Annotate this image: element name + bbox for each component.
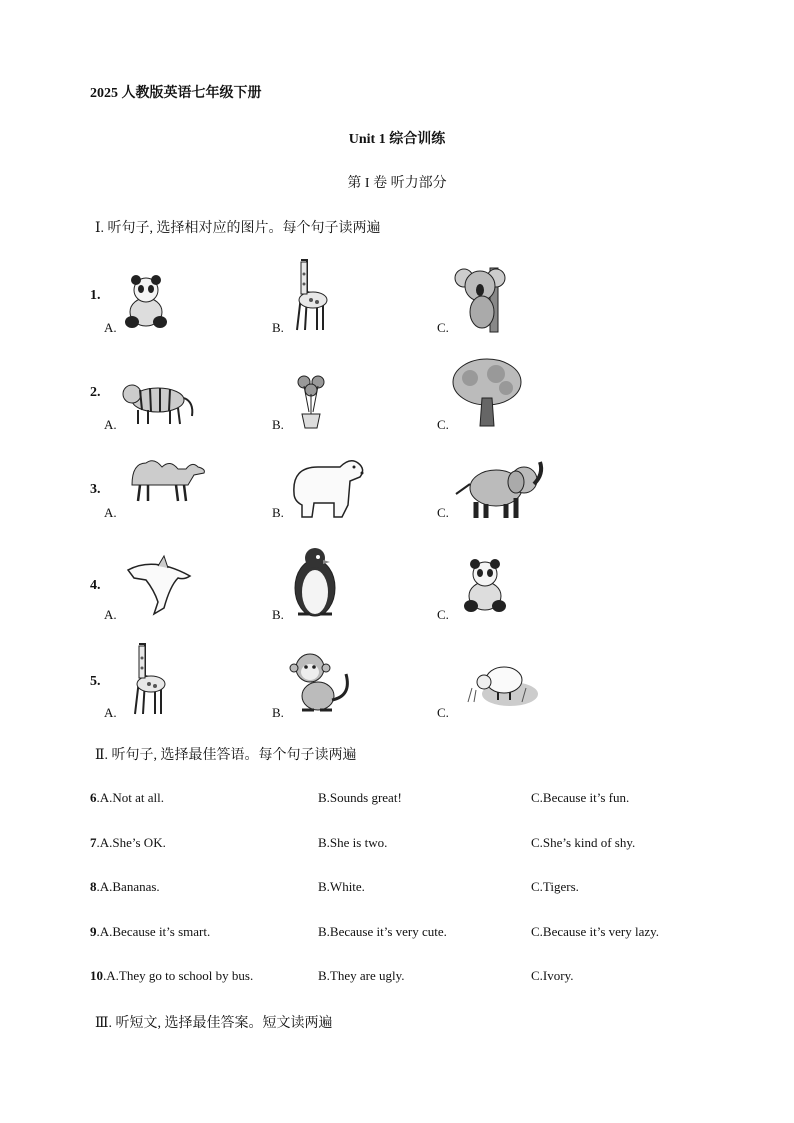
q5-option-c: C.	[437, 705, 449, 720]
q2-option-b: B.	[272, 417, 284, 432]
q2-option-a: A.	[104, 417, 117, 432]
document-header: 2025 人教版英语七年级下册	[90, 86, 262, 101]
question-3-number: 3.	[90, 482, 101, 497]
monkey-icon	[288, 650, 354, 716]
q4-option-a: A.	[104, 607, 117, 622]
q7-option-b: B.She is two.	[318, 835, 388, 850]
q6-option-c: C.Because it’s fun.	[531, 790, 630, 805]
q10-option-b: B.They are ugly.	[318, 968, 405, 983]
dolphin-icon	[124, 550, 196, 616]
question-4-number: 4.	[90, 578, 101, 593]
q5-option-a: A.	[104, 705, 117, 720]
q1-option-a: A.	[104, 320, 117, 335]
section-1-heading: Ⅰ. 听句子, 选择相对应的图片。每个句子读两遍	[95, 221, 381, 236]
q10-option-a: .A.They go to school by bus.	[103, 968, 254, 983]
section-2-heading: Ⅱ. 听句子, 选择最佳答语。每个句子读两遍	[95, 748, 357, 763]
part-title: 第 I 卷 听力部分	[347, 176, 447, 191]
q7-option-c: C.She’s kind of shy.	[531, 835, 636, 850]
penguin-icon	[288, 546, 342, 618]
polar-bear-icon	[288, 453, 366, 521]
question-7-number: 7	[90, 835, 97, 850]
panda-icon	[120, 272, 172, 332]
q6-option-b: B.Sounds great!	[318, 790, 402, 805]
sheep-icon	[462, 658, 538, 708]
q7-option-a: .A.She’s OK.	[96, 835, 166, 850]
q5-option-b: B.	[272, 705, 284, 720]
koala-icon	[452, 264, 516, 334]
q8-option-c: C.Tigers.	[531, 879, 579, 894]
question-2-number: 2.	[90, 385, 101, 400]
q3-option-b: B.	[272, 505, 284, 520]
section-3-heading: Ⅲ. 听短文, 选择最佳答案。短文读两遍	[95, 1016, 333, 1031]
q1-option-b: B.	[272, 320, 284, 335]
question-10-number: 10	[90, 968, 103, 983]
question-1-number: 1.	[90, 288, 101, 303]
giraffe-icon	[287, 256, 331, 334]
unit-title: Unit 1 综合训练	[348, 132, 446, 147]
tree-icon	[450, 356, 524, 428]
q3-option-a: A.	[104, 505, 117, 520]
q2-option-c: C.	[437, 417, 449, 432]
q1-option-c: C.	[437, 320, 449, 335]
q9-option-a: .A.Because it’s smart.	[96, 924, 211, 939]
q3-option-c: C.	[437, 505, 449, 520]
flower-pot-icon	[294, 374, 328, 430]
elephant-icon	[452, 458, 548, 520]
tiger-icon	[120, 376, 198, 428]
q8-option-a: .A.Bananas.	[96, 879, 160, 894]
giraffe-icon	[125, 640, 169, 718]
question-6-number: 6	[90, 790, 97, 805]
q10-option-c: C.Ivory.	[531, 968, 574, 983]
q9-option-b: B.Because it’s very cute.	[318, 924, 447, 939]
q4-option-b: B.	[272, 607, 284, 622]
camel-icon	[124, 455, 208, 503]
q9-option-c: C.Because it’s very lazy.	[531, 924, 660, 939]
question-5-number: 5.	[90, 674, 101, 689]
q4-option-c: C.	[437, 607, 449, 622]
panda-icon	[458, 556, 512, 616]
q8-option-b: B.White.	[318, 879, 365, 894]
q6-option-a: .A.Not at all.	[96, 790, 165, 805]
question-8-number: 8	[90, 879, 97, 894]
question-9-number: 9	[90, 924, 97, 939]
